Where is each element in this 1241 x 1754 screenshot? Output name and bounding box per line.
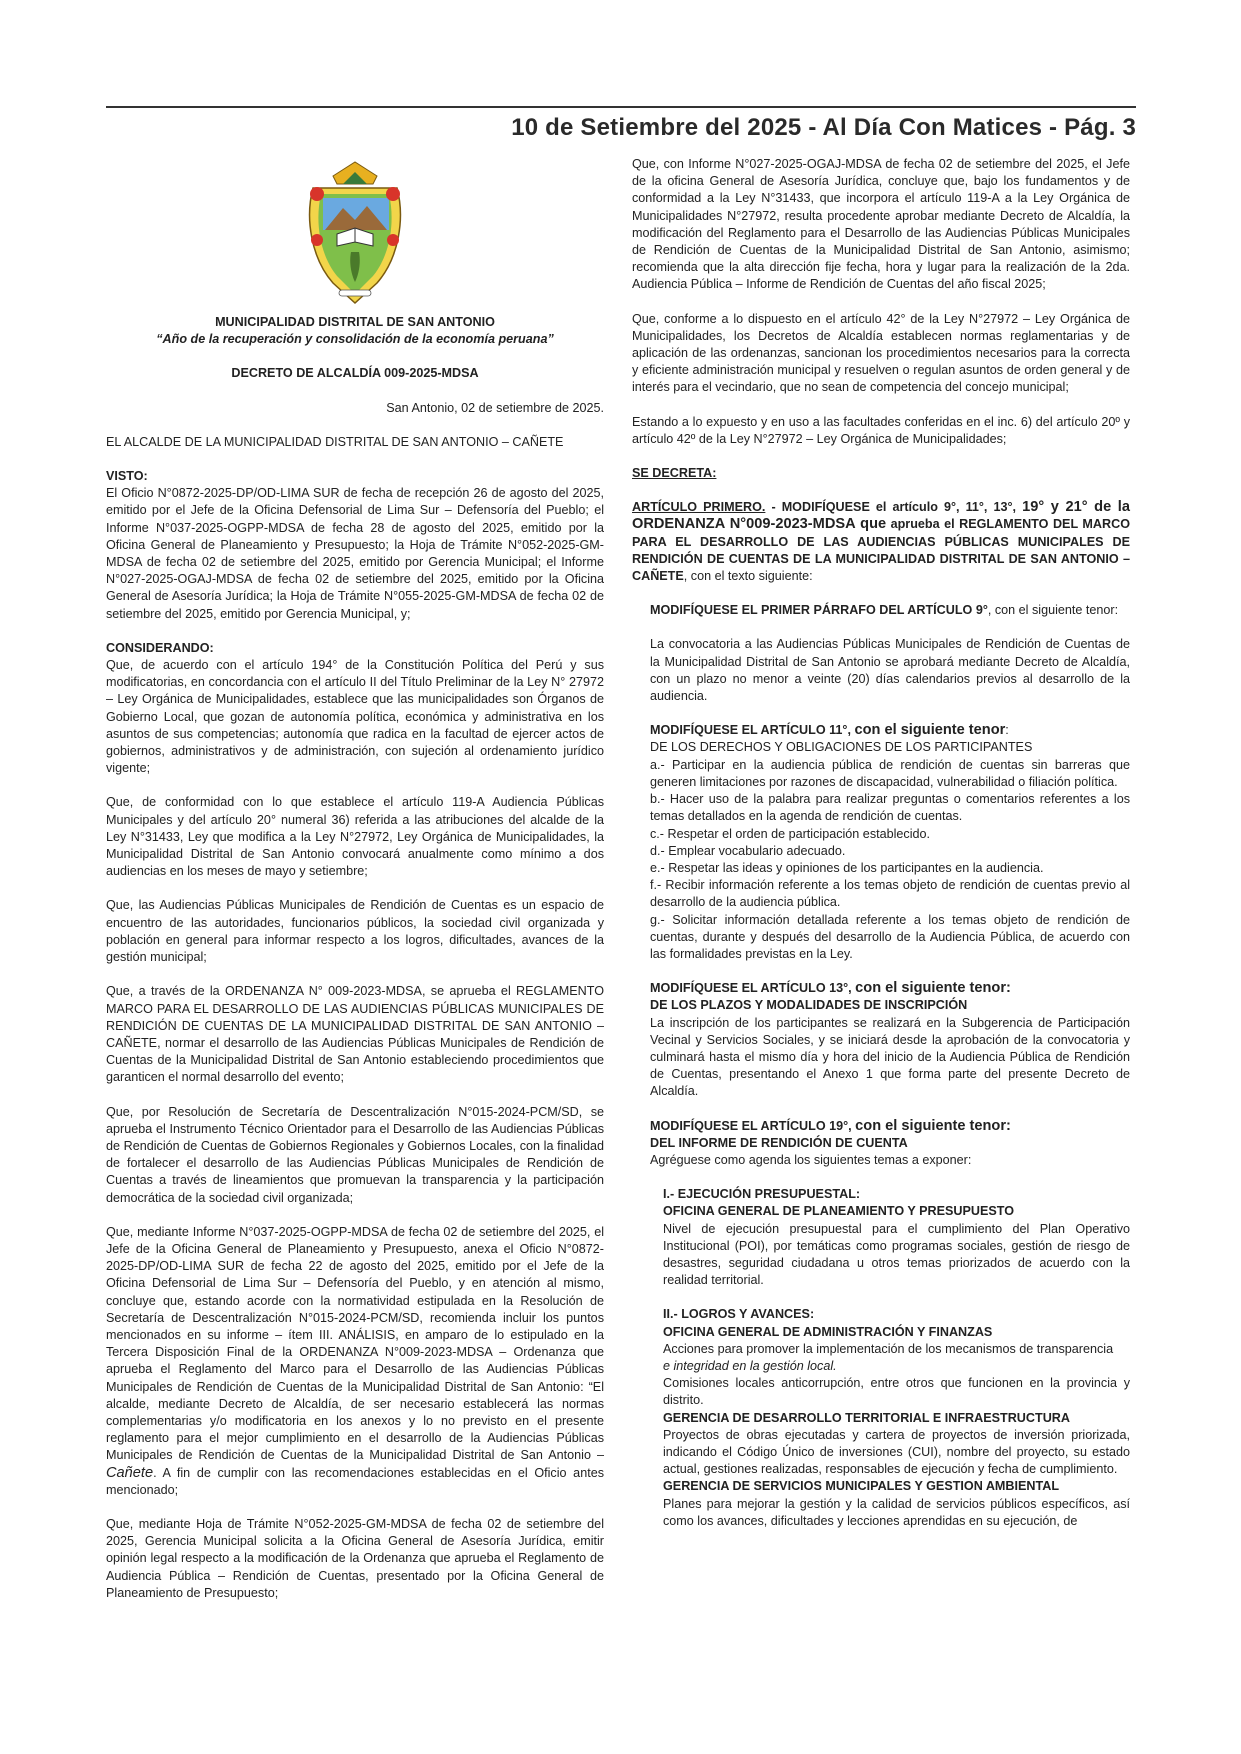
article-9-block: MODIFÍQUESE EL PRIMER PÁRRAFO DEL ARTÍCULO 9°, con el siguiente tenor: La convocatoria a las Audiencias Públicas Municipales de Rendición de Cuentas de la Municipalidad Distrital de San Antonio se aprobará mediante Decreto de Alcaldía, con un plazo no menor a veinte (20) días calendarios previos al desarrollo de la audiencia. MODIFÍQUESE EL ARTÍCULO 11°, con el siguiente tenor: DE LOS DERECHOS Y OBLIGACIONES DE LOS PARTICIPANTES a.- Participar en la audiencia pública de rendición de cuentas sin barreras que generen limitaciones por razones de discapacidad, vulnerabilidad o filiación política. b.- Hacer uso de la palabra para realizar preguntas o comentarios referentes a los temas detallados en la agenda de rendición de cuentas. c.- Respetar el orden de participación establecido. d.- Emplear vocabulario adecuado. e.- Respetar las ideas y opiniones de los participantes en la audiencia. f.- Recibir información referente a los temas objeto de rendición de cuentas previo al desarrollo de la audiencia pública. g.- Solicitar información detallada referente a los temas objeto de rendición de cuentas, durante y después del desarrollo de la Audiencia Pública, de acuerdo con las formalidades previstas en la Ley. MODIFÍQUESE EL ARTÍCULO 13°, con el siguiente tenor: DE LOS PLAZOS Y MODALIDADES DE INSCRIPCIÓN La inscripción de los participantes se realizará en la Subgerencia de Participación Vecinal y Servicios Sociales, y se iniciará desde la aprobación de la convocatoria y culminará hasta el mismo día y hora del inicio de la Audiencia Pública de Rendición de Cuentas, presentando el Anexo 1 que forma parte del presente Decreto de Alcaldía. MODIFÍQUESE EL ARTÍCULO 19°, con el siguiente tenor: DEL INFORME DE RENDICIÓN DE CUENTA Agréguese como agenda los siguientes temas a exponer:	[632, 602, 1130, 1169]
section-1-heading: I.- EJECUCIÓN PRESUPUESTAL:	[663, 1187, 861, 1202]
considerando-p10: Estando a lo expuesto y en uso a las facultades conferidas en el inc. 6) del artículo 20º y artículo 42º de la Ley N°27972 – Ley Orgánica de Municipalidades;	[632, 414, 1130, 446]
considerando-p9: Que, conforme a lo dispuesto en el artículo 42° de la Ley N°27972 – Ley Orgánica de Municipalidades, los Decretos de Alcaldía establecen normas reglamentarias y de aplicación de las ordenanzas, sancionan los procedimientos necesarios para la correcta y eficiente administración municipal y resuelven o regulan asuntos de orden general y de interés para el vecindario, que no sean de competencia del concejo municipal;	[632, 311, 1130, 395]
section-1-text: Nivel de ejecución presupuestal para el cumplimiento del Plan Operativo Institucional (POI), por temáticas como programas sociales, gestión de riesgo de desastres, seguridad ciudadana u otros temas priorizados de acuerdo con la realidad territorial.	[663, 1221, 1130, 1288]
article-19-subheading: DEL INFORME DE RENDICIÓN DE CUENTA	[650, 1135, 908, 1150]
visto-heading: VISTO:	[106, 469, 148, 484]
considerando-p6: Que, mediante Informe N°037-2025-OGPP-MDSA de fecha 02 de setiembre del 2025, el Jefe de la Oficina General de Planeamiento y Presupuesto, anexa el Oficio N°0872-2025-DP/OD-LIMA SUR de fecha 22 de agosto del 2025, emitido por el Jefe de la Oficina Defensorial de Lima Sur – Defensoría del Pueblo, y en atención al mismo, concluye que, estando acorde con la normatividad estipulada en la Resolución de Secretaría de Descentralización N°015-2024-PCM/SD, recomienda incluir los puntos mencionados en su informe – ítem III. ANÁLISIS, en amparo de lo estipulado en la Tercera Disposición Final de la ORDENANZA N°009-2023-MDSA – Ordenanza que aprueba el Reglamento del Marco para el Desarrollo de las Audiencias Públicas Municipales de Rendición de Cuentas de la Municipalidad Distrital de San Antonio: “El alcalde, mediante Decreto de Alcaldía, de ser necesario establecerá las normas complementarias y/o modificatoria en los anexos y lo no previsto en el presente reglamento para el mejor cumplimiento en el desarrollo de la Audiencias Públicas Municipales de Rendición de Cuentas de la Municipalidad Distrital de San Antonio – Cañete. A fin de cumplir con las recomendaciones establecidas en el Oficio antes mencionado;	[106, 1224, 604, 1497]
article-11-item: c.- Respetar el orden de participación establecido.	[650, 826, 931, 841]
section-2-text-admin-c: Comisiones locales anticorrupción, entre otros que funcionen en la provincia y distrito.	[663, 1376, 1130, 1408]
left-column	[106, 158, 604, 1619]
section-2-office-territorial: GERENCIA DE DESARROLLO TERRITORIAL E INFRAESTRUCTURA	[663, 1410, 1070, 1425]
date-place: San Antonio, 02 de setiembre de 2025.	[386, 400, 604, 415]
article-11-item: d.- Emplear vocabulario adecuado.	[650, 843, 846, 858]
article-11-item: g.- Solicitar información detallada referente a los temas objeto de rendición de cuentas, durante y después del desarrollo de la Audiencia Pública, de acuerdo con las formalidades previstas en la Ley.	[650, 912, 1130, 961]
considerando-p7: Que, mediante Hoja de Trámite N°052-2025-GM-MDSA de fecha 02 de setiembre del 2025, Gerencia Municipal solicita a la Oficina General de Asesoría Jurídica, emitir opinión legal respecto a la modificación de la Ordenanza que aprueba el Reglamento de Audiencia Pública – Rendición de Cuentas, presentado por la Oficina General de Planeamiento de Presupuesto;	[106, 1516, 604, 1600]
considerando-p1: Que, de acuerdo con el artículo 194° de la Constitución Política del Perú y sus modificatorias, en concordancia con el artículo II del Título Preliminar de la Ley N° 27972 – Ley Orgánica de Municipalidades, establece que las municipalidades son Órganos de Gobierno Local, que gozan de autonomía política, económica y administrativa en los asuntos de sus competencias; autonomía que radica en la facultad de ejercer actos de gobiernos, administrativos y de administración, con sujeción al ordenamiento jurídico vigente;	[106, 658, 604, 776]
considerando-p2: Que, de conformidad con lo que establece el artículo 119-A Audiencia Públicas Municipales y del artículo 20° numeral 36) referida a las atribuciones del alcalde de la Ley N°31433, Ley que modifica a la Ley N°27972, Ley Orgánica de Municipalidades, la Municipalidad Distrital de San Antonio convocará anualmente como mínimo a dos audiencias en los meses de mayo y setiembre;	[106, 795, 604, 879]
article-11-item: b.- Hacer uso de la palabra para realizar preguntas o comentarios referentes a los temas detallados en la agenda de rendición de cuentas.	[650, 792, 1130, 824]
article-13-heading: MODIFÍQUESE EL ARTÍCULO 13°, con el siguiente tenor:	[650, 980, 1011, 997]
article-9-text: La convocatoria a las Audiencias Públicas Municipales de Rendición de Cuentas de la Municipalidad Distrital de San Antonio se aprobará mediante Decreto de Alcaldía, con un plazo no menor a veinte (20) días calendarios previos al desarrollo de la audiencia.	[650, 637, 1130, 704]
section-2-office-admin: OFICINA GENERAL DE ADMINISTRACIÓN Y FINANZAS	[663, 1324, 993, 1339]
article-11-item: f.- Recibir información referente a los temas objeto de rendición de cuentas previo al desarrollo de la audiencia pública.	[650, 878, 1130, 910]
article-9-heading: MODIFÍQUESE EL PRIMER PÁRRAFO DEL ARTÍCULO 9°	[650, 603, 988, 618]
considerando-p8: Que, con Informe N°027-2025-OGAJ-MDSA de fecha 02 de setiembre del 2025, el Jefe de la oficina General de Asesoría Jurídica, concluye que, bajo los fundamentos y de conformidad a la Ley N°31433, que incorpora el artículo 119-A a la Ley Orgánica de Municipalidades N°27972, resulta procedente aprobar mediante Decreto de Alcaldía, la modificación del Reglamento para el Desarrollo de las Audiencias Públicas Municipales de Rendición de Cuentas de la Municipalidad Distrital de San Antonio, asimismo; recomienda que la alta dirección fije fecha, hora y lugar para la realización de la 2da. Audiencia Pública – Informe de Rendición de Cuentas del año fiscal 2025;	[632, 157, 1130, 292]
considerando-p5: Que, por Resolución de Secretaría de Descentralización N°015-2024-PCM/SD, se aprueba el Instrumento Técnico Orientador para el Desarrollo de las Audiencias Públicas de Rendición de Cuentas de Gobiernos Regionales y Gobiernos Locales, con la finalidad de fortalecer el desarrollo de las Audiencias Públicas Municipales de Rendición de Cuentas a través de lineamientos que promuevan la transparencia y la participación democrática de la sociedad civil organizada;	[106, 1104, 604, 1205]
section-2-heading: II.- LOGROS Y AVANCES:	[663, 1307, 815, 1322]
section-2-text-admin-b: e integridad en la gestión local.	[663, 1358, 837, 1373]
visto-text: El Oficio N°0872-2025-DP/OD-LIMA SUR de fecha de recepción 26 de agosto del 2025, emitido por el Jefe de la Oficina Defensorial de Lima Sur – Defensoría del Pueblo; el Informe N°037-2025-OGPP-MDSA de fecha 28 de agosto del 2025, emitido por la Oficina General de Planeamiento y Presupuesto; la Hoja de Trámite N°052-2025-GM-MDSA de fecha 02 de setiembre del 2025, emitido por Gerencia Municipal; el Informe N°027-2025-OGAJ-MDSA de fecha 02 de setiembre del 2025, emitido por la Oficina General de Asesoría Jurídica; la Hoja de Trámite N°055-2025-GM-MDSA de fecha 02 de setiembre del 2025, emitido por Gerencia Municipal, y;	[106, 486, 604, 621]
page-header: 10 de Setiembre del 2025 - Al Día Con Matices - Pág. 3	[511, 114, 1136, 141]
section-2-text-admin-a: Acciones para promover la implementación de los mecanismos de transparencia	[663, 1341, 1114, 1356]
article-19-heading: MODIFÍQUESE EL ARTÍCULO 19°, con el siguiente tenor:	[650, 1117, 1011, 1134]
mayor-line: EL ALCALDE DE LA MUNICIPALIDAD DISTRITAL DE SAN ANTONIO – CAÑETE	[106, 434, 564, 449]
article-13-subheading: DE LOS PLAZOS Y MODALIDADES DE INSCRIPCIÓN	[650, 998, 968, 1013]
article-11-heading: MODIFÍQUESE EL ARTÍCULO 11°, con el siguiente tenor:	[650, 722, 1009, 739]
article-11-item: a.- Participar en la audiencia pública de rendición de cuentas sin barreras que generen limitaciones por razones de discapacidad, vulnerabilidad o filiación política.	[650, 757, 1130, 789]
article-19-text: Agréguese como agenda los siguientes temas a exponer:	[650, 1152, 972, 1167]
considerando-heading: CONSIDERANDO:	[106, 640, 214, 655]
considerando-p3: Que, las Audiencias Públicas Municipales de Rendición de Cuentas es un espacio de encuentro de las autoridades, funcionarios públicos, la sociedad civil organizada y población en general para informar respecto a los logros, dificultades, avances de la gestión municipal;	[106, 898, 604, 965]
decree-title: DECRETO DE ALCALDÍA 009-2025-MDSA	[231, 366, 479, 381]
institution-name: MUNICIPALIDAD DISTRITAL DE SAN ANTONIO	[215, 315, 495, 329]
article-first: ARTÍCULO PRIMERO. - MODIFÍQUESE el artículo 9°, 11°, 13°, 19° y 21° de la ORDENANZA N°009-2023-MDSA que aprueba el REGLAMENTO DEL MARCO PARA EL DESARROLLO DE LAS AUDIENCIAS PÚBLICAS MUNICIPALES DE RENDICIÓN DE CUENTAS DE LA MUNICIPALIDAD DISTRITAL DE SAN ANTONIO – CAÑETE, con el texto siguiente:	[632, 499, 1130, 584]
municipal-coat-of-arms-icon	[303, 158, 407, 308]
se-decreta-heading: SE DECRETA:	[632, 466, 717, 481]
section-2-office-services: GERENCIA DE SERVICIOS MUNICIPALES Y GESTION AMBIENTAL	[663, 1479, 1060, 1494]
article-11-item: e.- Respetar las ideas y opiniones de los participantes en la audiencia.	[650, 860, 1044, 875]
article-11-subheading: DE LOS DERECHOS Y OBLIGACIONES DE LOS PARTICIPANTES	[650, 740, 1033, 755]
header-rule	[106, 106, 1136, 108]
considerando-p4: Que, a través de la ORDENANZA N° 009-2023-MDSA, se aprueba el REGLAMENTO MARCO PARA EL DESARROLLO DE LAS AUDIENCIAS PÚBLICAS MUNICIPALES DE RENDICIÓN DE CUENTAS DE LA MUNICIPALIDAD DISTRITAL DE SAN ANTONIO – CAÑETE, normar el desarrollo de las Audiencias Públicas Municipales de Rendición de Cuentas de la Municipalidad Distrital de San Antonio estableciendo procedimientos que garanticen el normal desarrollo del evento;	[106, 984, 604, 1085]
year-motto: “Año de la recuperación y consolidación de la economía peruana”	[156, 332, 554, 347]
right-column	[632, 156, 1130, 1530]
section-2-text-territorial: Proyectos de obras ejecutadas y cartera de proyectos de inversión priorizada, indicando el Código Único de inversiones (CUI), nombre del proyecto, su estado actual, gestiones realizadas, responsables de ejecución y fecha de cumplimiento.	[663, 1427, 1130, 1477]
section-2-text-services: Planes para mejorar la gestión y la calidad de servicios públicos específicos, así como los avances, dificultades y lecciones aprendidas en su ejecución, de	[663, 1496, 1130, 1528]
agenda-block	[632, 1186, 1130, 1530]
section-1-office: OFICINA GENERAL DE PLANEAMIENTO Y PRESUPUESTO	[663, 1204, 1015, 1219]
article-13-text: La inscripción de los participantes se realizará en la Subgerencia de Participación Vecinal y Servicios Sociales, y se iniciará desde la aprobación de la convocatoria y culminará hasta el mismo día y hora del inicio de la Audiencia Pública de Rendición de Cuentas, presentando el Anexo 1 que forma parte del presente Decreto de Alcaldía.	[650, 1015, 1130, 1099]
